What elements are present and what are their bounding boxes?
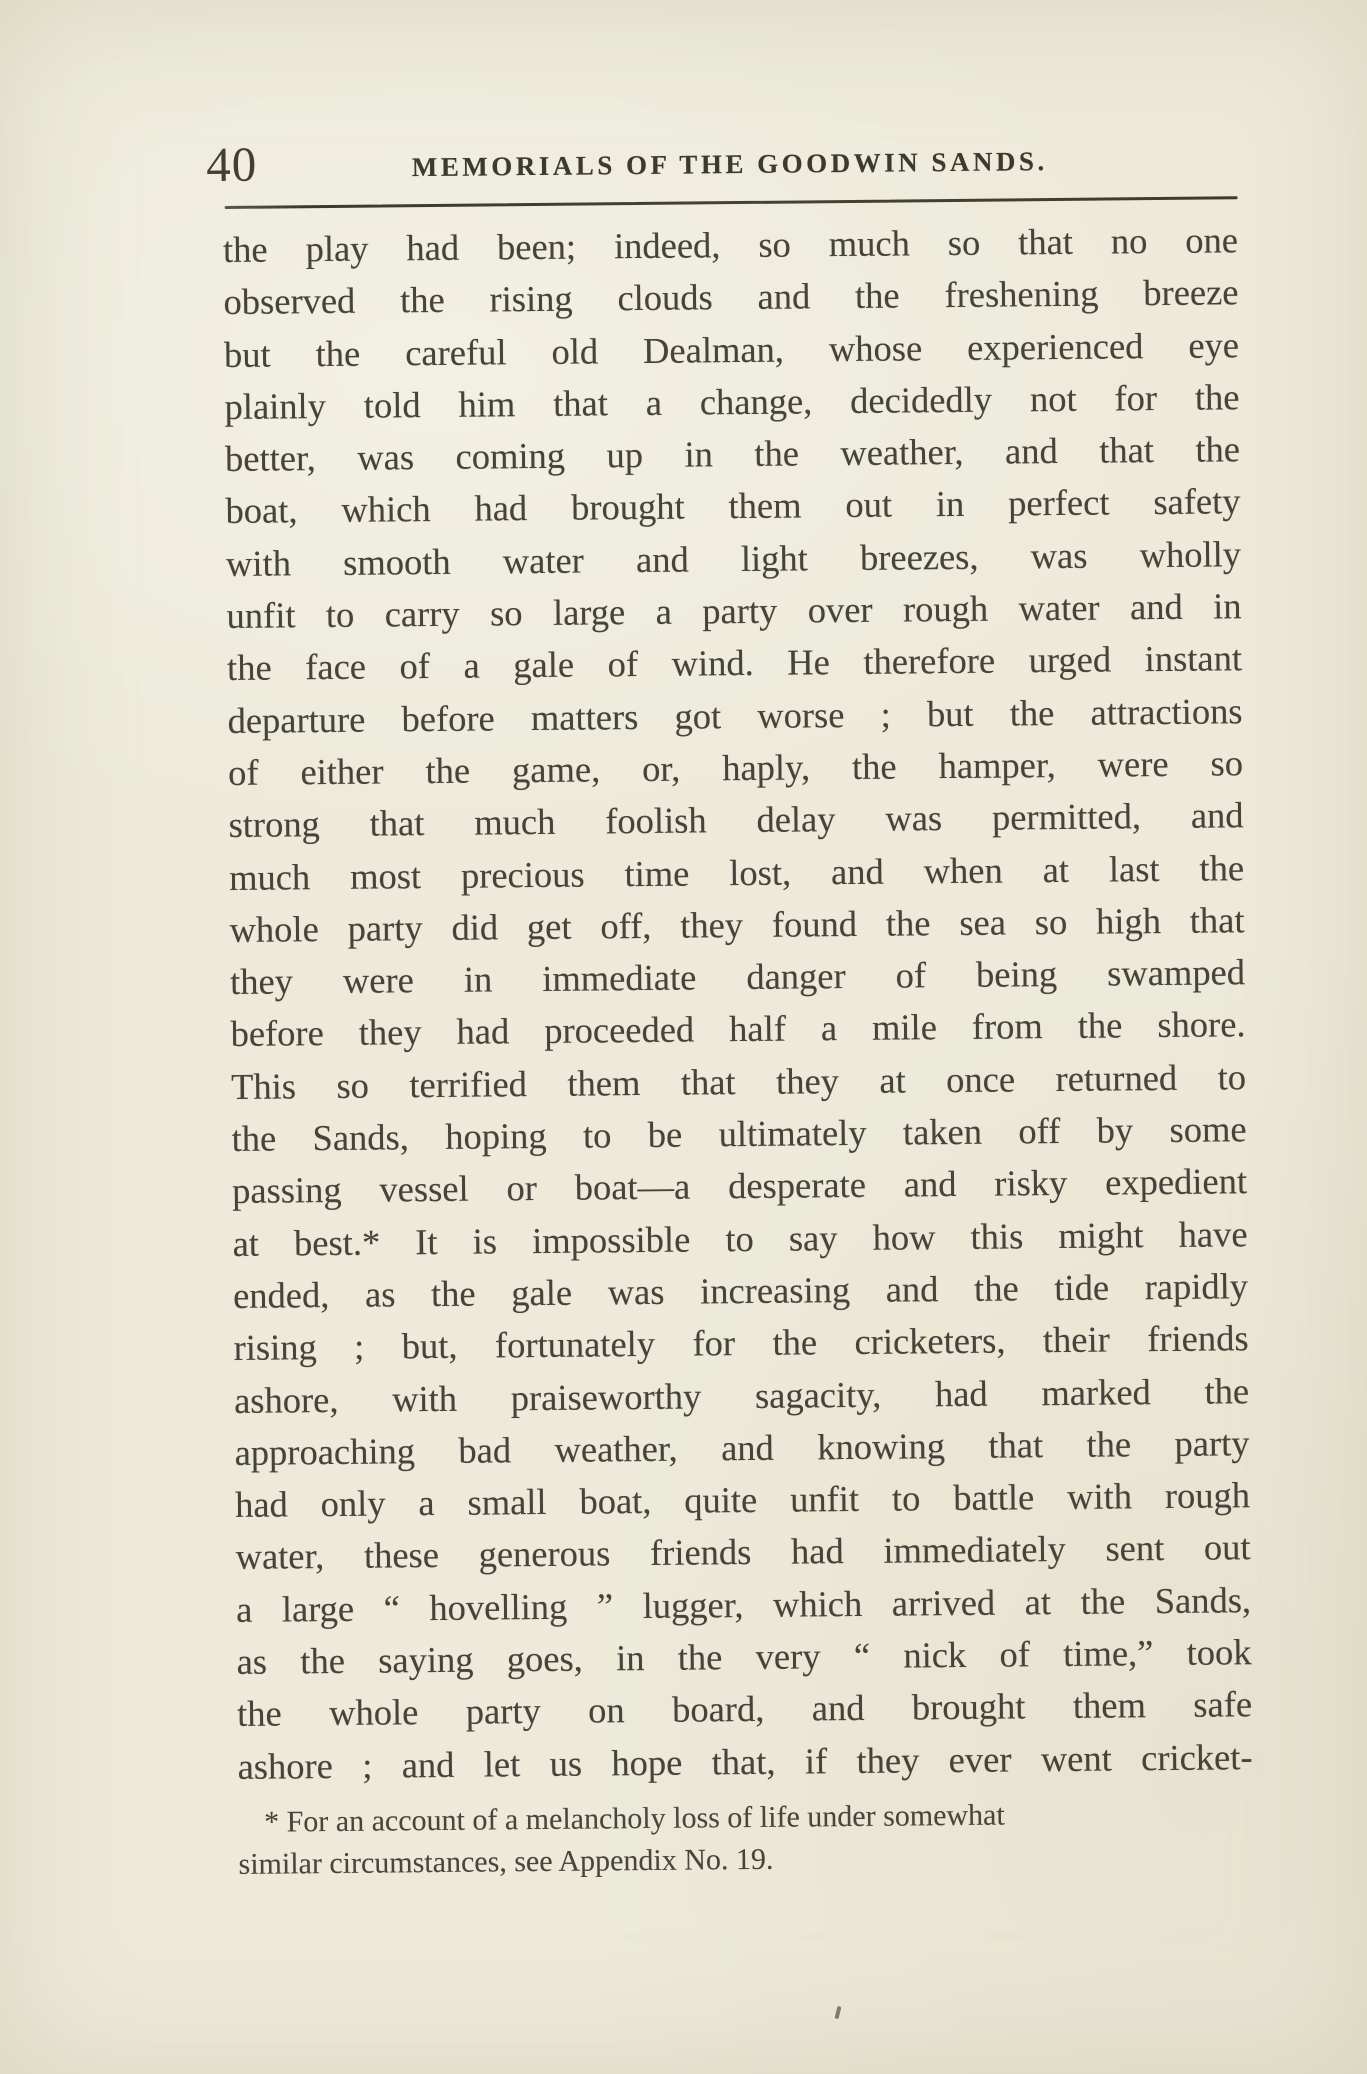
body-line: strong that much foolish delay was permitted, and [228,794,1244,846]
body-line: the play had been; indeed, so much so that no one [222,219,1239,270]
body-line: departure before matters got worse ; but the attractions [227,689,1243,741]
body-line: water, these generous friends had immediately sent out [235,1526,1251,1578]
body-line: with smooth water and light breezes, was wholly [225,533,1242,584]
body-line: much most precious time lost, and when at last the [228,846,1245,898]
body-line: at best.* It is impossible to say how this might have [232,1212,1248,1264]
body-line: ashore, with praiseworthy sagacity, had marked the [233,1369,1250,1421]
body-line: unfit to carry so large a party over rough water and in [226,585,1242,637]
body-line: whole party did get off, they found the sea so high that [229,899,1245,950]
running-title: MEMORIALS OF THE GOODWIN SANDS. [411,146,1048,183]
body-line: but the careful old Dealman, whose experienced eye [223,323,1240,375]
body-line: they were in immediate danger of being swamped [229,951,1246,1003]
footnote [238,1792,1254,1886]
body-line: plainly told him that a change, decidedly not for the [224,376,1240,427]
body-line: ashore ; and let us hope that, if they ever went cricket- [237,1735,1253,1787]
footnote-line: similar circumstances, see Appendix No. 19. [238,1842,774,1881]
body-line: approaching bad weather, and knowing that the party [234,1422,1250,1473]
body-line: rising ; but, fortunately for the cricketers, their friends [233,1317,1249,1369]
body-line: the face of a gale of wind. He therefore urged instant [226,637,1243,689]
body-line: This so terrified them that they at once returned to [230,1055,1247,1107]
body-line: ended, as the gale was increasing and the tide rapidly [232,1265,1249,1316]
body-line: passing vessel or boat—a desperate and risky expedient [231,1160,1248,1212]
body-line: a large “ hovelling ” lugger, which arrived at the Sands, [235,1578,1252,1630]
body-line: had only a small boat, quite unfit to battle with rough [234,1474,1251,1526]
body-line: the whole party on board, and brought them safe [236,1683,1253,1735]
body-line: the Sands, hoping to be ultimately taken off by some [231,1108,1247,1159]
page-number: 40 [205,136,258,193]
body-line: better, was coming up in the weather, and that the [224,428,1241,480]
scan-speck [834,2006,841,2020]
body-line: before they had proceeded half a mile from the shore. [230,1003,1246,1055]
body-line: of either the game, or, haply, the hamper, were so [227,742,1244,793]
body-line: observed the rising clouds and the freshening breeze [223,271,1239,323]
body-text [223,214,1253,1793]
page-content [205,130,1253,1881]
footnote-line: * For an account of a melancholy loss of life under somewhat [263,1798,1005,1839]
page-header [205,130,1238,206]
body-line: boat, which had brought them out in perfect safety [225,480,1241,532]
body-line: as the saying goes, in the very “ nick of time,” took [236,1631,1252,1682]
